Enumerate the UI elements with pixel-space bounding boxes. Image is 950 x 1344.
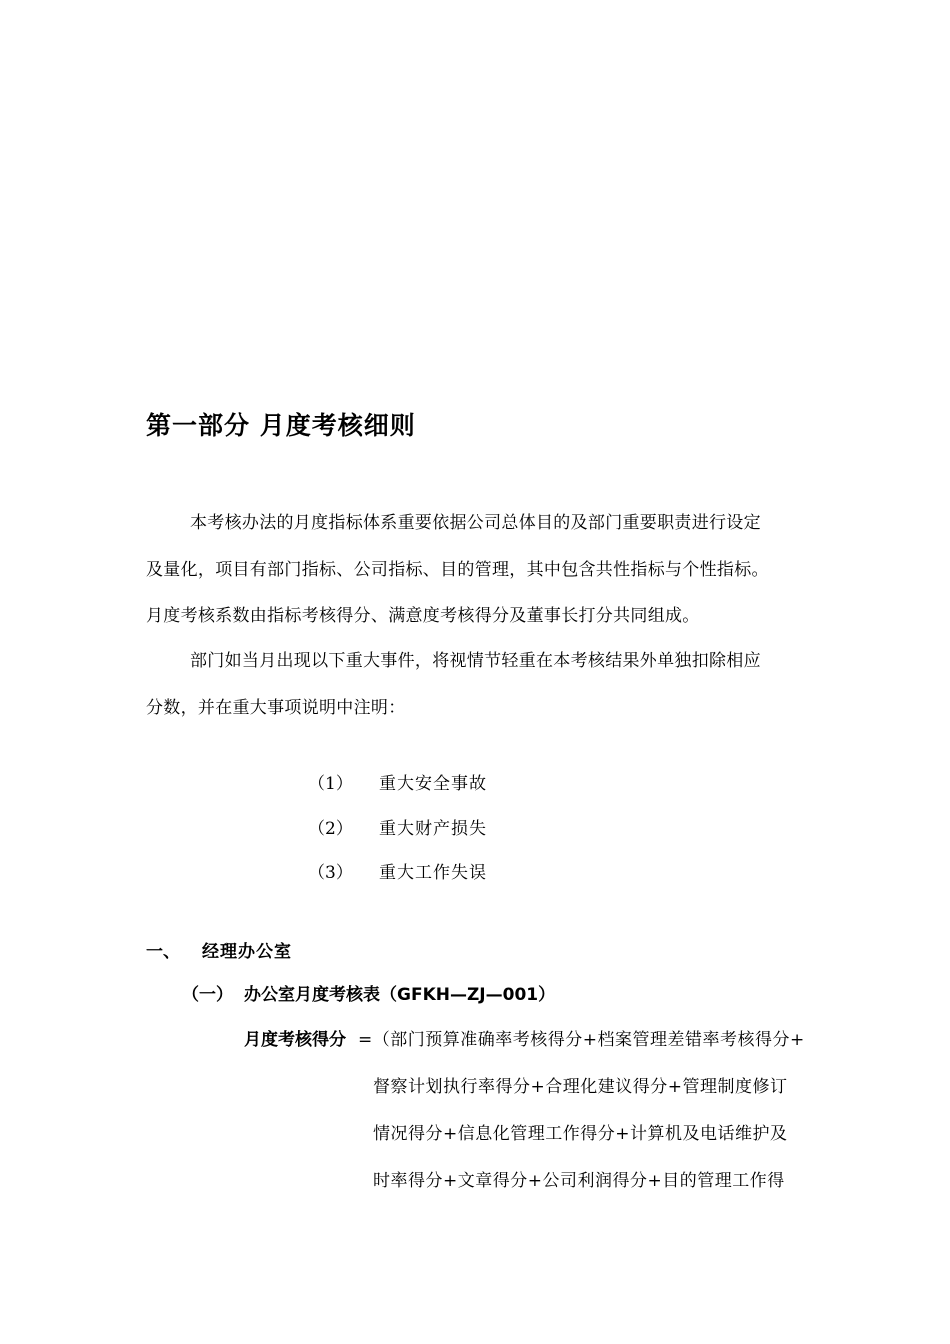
subsection-number: （一） [182, 985, 233, 1005]
event-text: 重大财产损失 [379, 819, 487, 839]
intro-paragraph-1-line-2: 及量化，项目有部门指标、公司指标、目的管理，其中包含共性指标与个性指标。 [146, 560, 769, 580]
intro-paragraph-1-line-3: 月度考核系数由指标考核得分、满意度考核得分及董事长打分共同组成。 [146, 606, 700, 626]
event-number: （3） [308, 863, 353, 883]
event-number: （2） [308, 819, 353, 839]
formula-line-4: 时率得分+文章得分+公司利润得分+目的管理工作得 [373, 1171, 785, 1191]
section-number: 一、 [146, 942, 180, 962]
event-number: （1） [308, 774, 353, 794]
intro-paragraph-2-line-2: 分数，并在重大事项说明中注明： [146, 698, 406, 718]
formula-line-2: 督察计划执行率得分+合理化建议得分+管理制度修订 [373, 1077, 788, 1097]
event-text: 重大安全事故 [379, 774, 487, 794]
formula-line-3: 情况得分+信息化管理工作得分+计算机及电话维护及 [373, 1124, 788, 1144]
section-title: 经理办公室 [202, 942, 292, 962]
event-text: 重大工作失误 [379, 863, 487, 883]
intro-paragraph-2-line-1: 部门如当月出现以下重大事件，将视情节轻重在本考核结果外单独扣除相应 [190, 651, 761, 671]
formula-line-1: =（部门预算准确率考核得分+档案管理差错率考核得分+ [358, 1030, 805, 1050]
subsection-title: 办公室月度考核表（GFKH—ZJ—001） [244, 985, 556, 1005]
intro-paragraph-1-line-1: 本考核办法的月度指标体系重要依据公司总体目的及部门重要职责进行设定 [190, 513, 761, 533]
page-title: 第一部分 月度考核细则 [146, 411, 416, 440]
formula-label: 月度考核得分 [244, 1030, 346, 1050]
